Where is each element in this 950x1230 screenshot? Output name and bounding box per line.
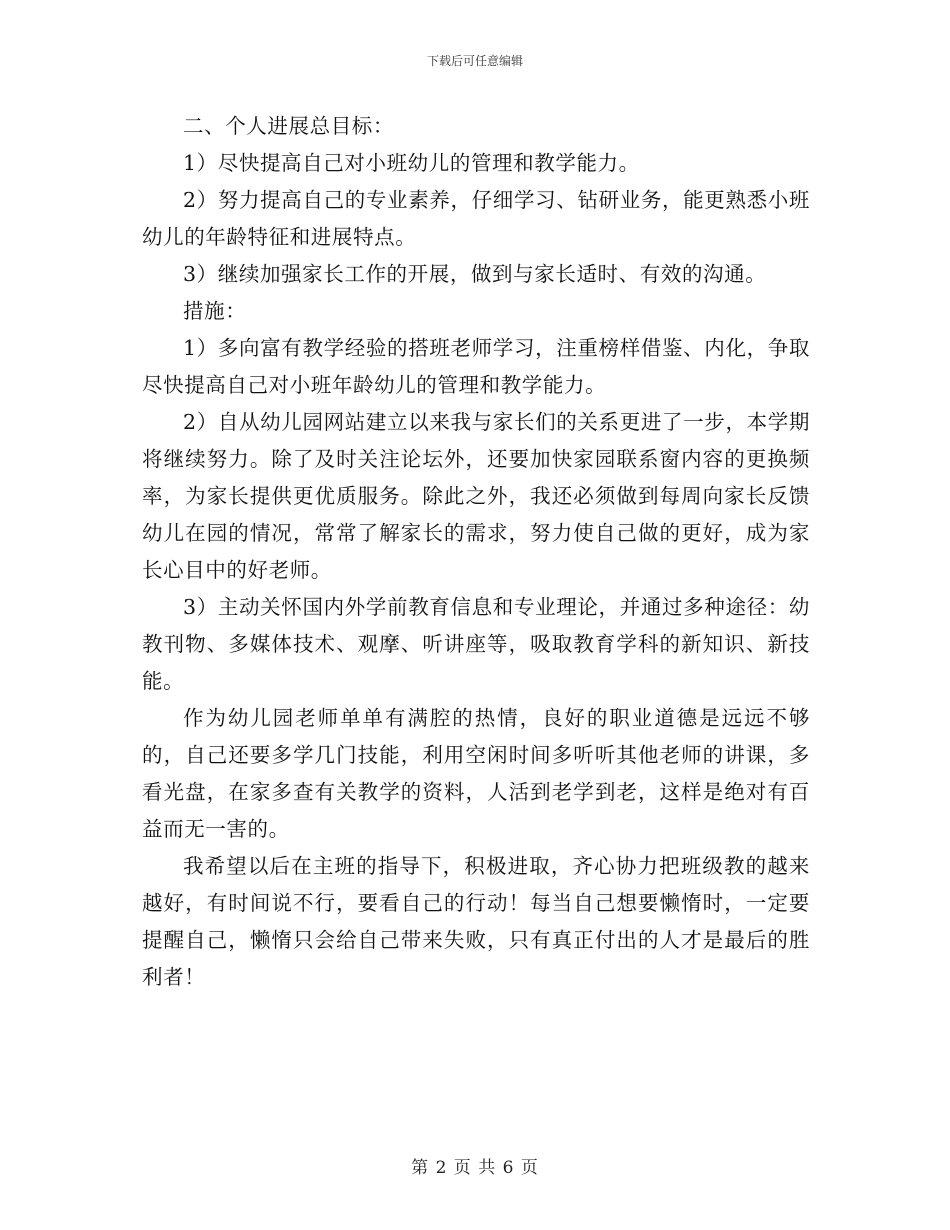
page-footer: 第 2 页 共 6 页 xyxy=(411,1158,539,1178)
goal-item-2: 2）努力提高自己的专业素养，仔细学习、钻研业务，能更熟悉小班幼儿的年龄特征和进展特点。 xyxy=(142,188,810,249)
document-body xyxy=(142,108,810,996)
goal-item-1: 1）尽快提高自己对小班幼儿的管理和教学能力。 xyxy=(183,151,640,175)
closing-paragraph-2: 我希望以后在主班的指导下，积极进取，齐心协力把班级教的越来越好，有时间说不行，要看自己的行动！每当自己想要懒惰时，一定要提醒自己，懒惰只会给自己带来失败，只有真正付出的人才是最后的胜利者！ xyxy=(142,854,810,989)
measure-item-1: 1）多向富有教学经验的搭班老师学习，注重榜样借鉴、内化，争取尽快提高自己对小班年龄幼儿的管理和教学能力。 xyxy=(142,336,810,397)
closing-paragraph-1: 作为幼儿园老师单单有满腔的热情，良好的职业道德是远远不够的，自己还要多学几门技能，利用空闲时间多听听其他老师的讲课，多看光盘，在家多查有关教学的资料，人活到老学到老，这样是绝对有百益而无一害的。 xyxy=(142,706,810,841)
goal-item-3: 3）继续加强家长工作的开展，做到与家长适时、有效的沟通。 xyxy=(183,262,767,286)
section-heading-measures: 措施： xyxy=(183,299,247,323)
measure-item-2: 2）自从幼儿园网站建立以来我与家长们的关系更进了一步，本学期将继续努力。除了及时关注论坛外，还要加快家园联系窗内容的更换频率，为家长提供更优质服务。除此之外，我还必须做到每周向家长反馈幼儿在园的情况，常常了解家长的需求，努力使自己做的更好，成为家长心目中的好老师。 xyxy=(142,410,810,582)
page-header: 下载后可任意编辑 xyxy=(426,54,523,68)
measure-item-3: 3）主动关怀国内外学前教育信息和专业理论，并通过多种途径：幼教刊物、多媒体技术、观摩、听讲座等，吸取教育学科的新知识、新技能。 xyxy=(142,595,810,693)
section-heading-personal-goals: 二、个人进展总目标： xyxy=(183,114,394,138)
